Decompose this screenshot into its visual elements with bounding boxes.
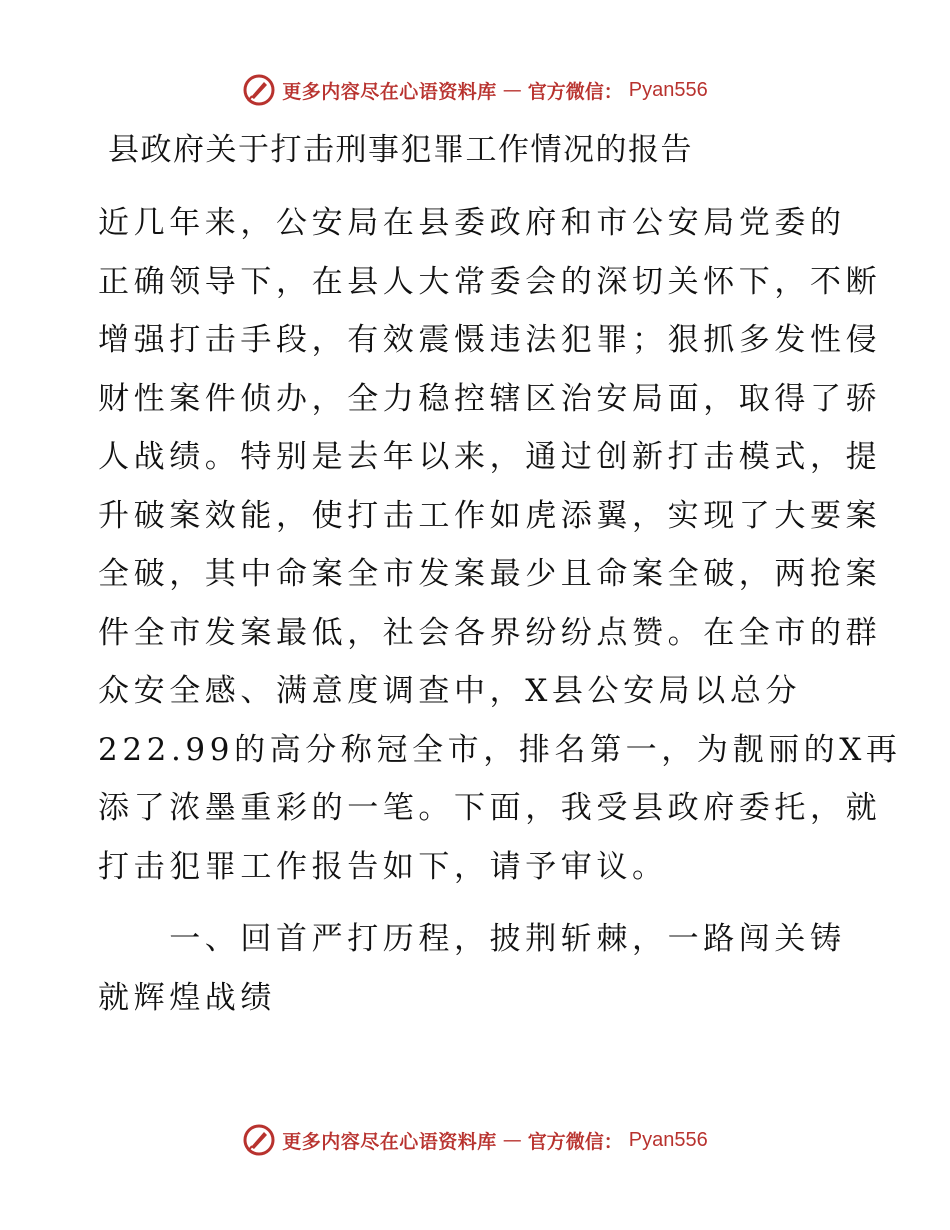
banner-text: 更多内容尽在心语资料库 (282, 1130, 497, 1153)
text-line: 近几年来，公安局在县委政府和市公安局党委的 (98, 205, 846, 241)
banner-separator: — (502, 79, 522, 101)
banner-separator: — (502, 1129, 522, 1151)
document-body (98, 194, 902, 896)
text-line: 升破案效能，使打击工作如虎添翼，实现了大要案 (98, 497, 882, 534)
text-line: 增强打击手段，有效震慑违法犯罪；狠抓多发性侵 (98, 322, 882, 358)
document-title: 县政府关于打击刑事犯罪工作情况的报告 (108, 132, 693, 168)
text-line: 打击犯罪工作报告如下，请予审议。 (98, 848, 668, 885)
footer-banner (0, 1120, 950, 1160)
text-line: 件全市发案最低，社会各界纷纷点赞。在全市的群 (98, 614, 882, 651)
text-line: 众安全感、满意度调查中，X县公安局以总分 (98, 673, 802, 709)
text-line: 全破，其中命案全市发案最少且命案全破，两抢案 (98, 556, 882, 592)
section-heading (98, 910, 846, 1027)
text-line: 222.99的高分称冠全市，排名第一，为靓丽的X再 (98, 731, 902, 768)
banner-wechat-label: 官方微信： (527, 1130, 623, 1153)
quill-logo-icon (242, 73, 276, 107)
heading-line: 就辉煌战绩 (98, 979, 276, 1016)
intro-paragraph (98, 194, 902, 896)
text-line: 正确领导下，在县人大常委会的深切关怀下，不断 (98, 263, 882, 300)
heading-line: 一、回首严打历程，披荆斩棘，一路闯关铸 (98, 921, 846, 957)
text-line: 添了浓墨重彩的一笔。下面，我受县政府委托，就 (98, 790, 882, 826)
text-line: 财性案件侦办，全力稳控辖区治安局面，取得了骄 (98, 380, 882, 417)
banner-wechat-id: Pyan556 (628, 78, 708, 101)
banner-wechat-id: Pyan556 (628, 1128, 708, 1151)
header-banner (0, 70, 950, 110)
text-line: 人战绩。特别是去年以来，通过创新打击模式，提 (98, 439, 882, 475)
quill-logo-icon (242, 1123, 276, 1157)
banner-wechat-label: 官方微信： (527, 80, 623, 103)
banner-text: 更多内容尽在心语资料库 (282, 80, 497, 103)
